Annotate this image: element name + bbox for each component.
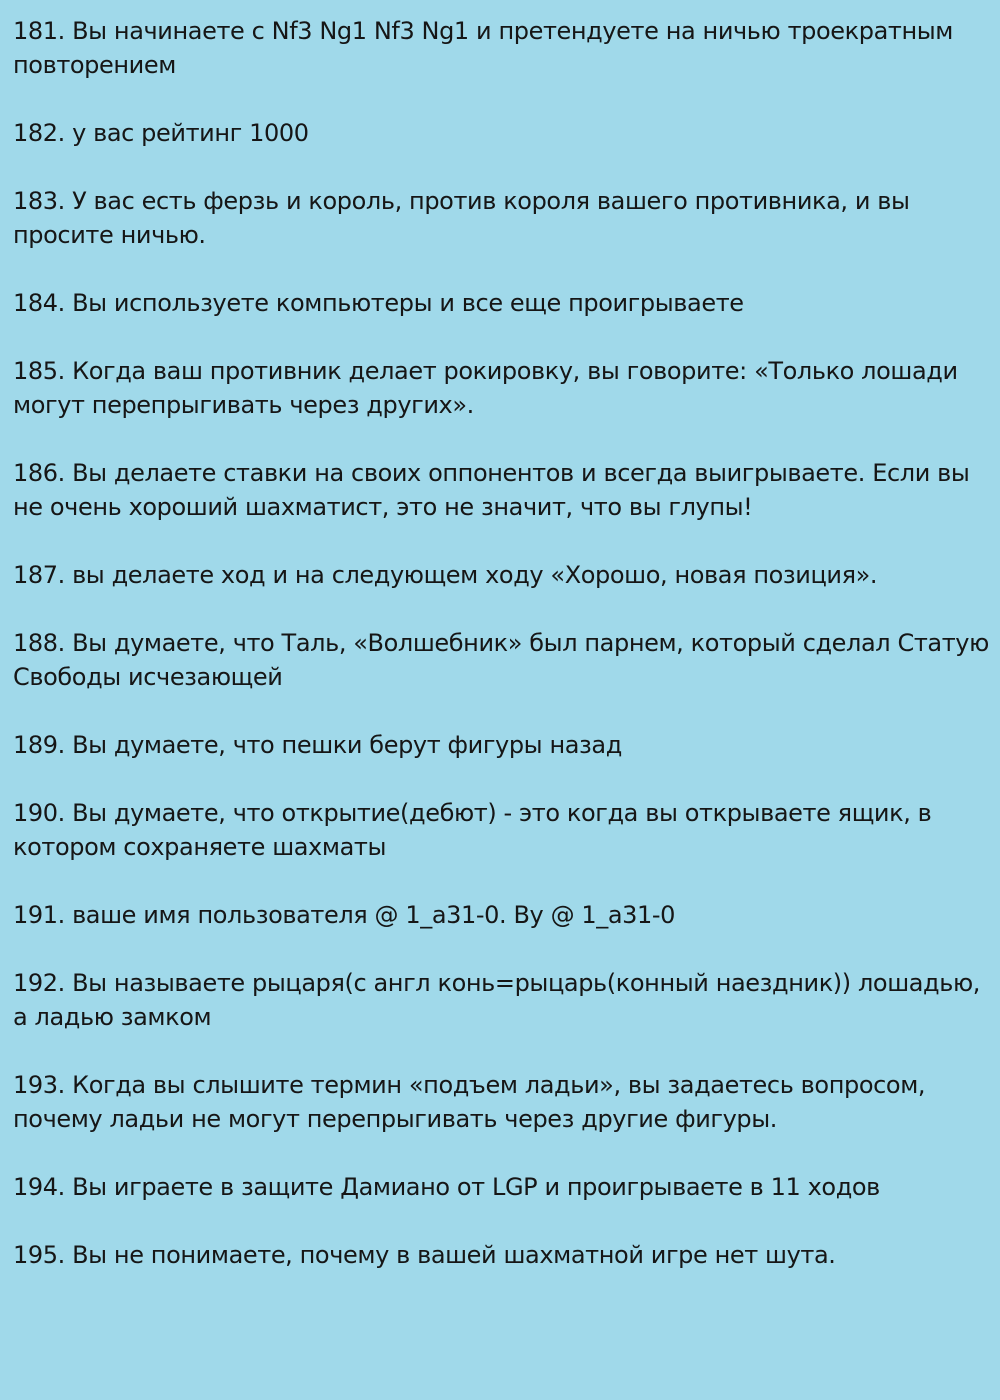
list-item-181: 181. Вы начинаете с Nf3 Ng1 Nf3 Ng1 и претендуете на ничью троекратным повторением — [13, 17, 954, 79]
list-item-193: 193. Когда вы слышите термин «подъем ладьи», вы задаетесь вопросом, почему ладьи не могут перепрыгивать через другие фигуры. — [13, 1071, 926, 1133]
list-item-186: 186. Вы делаете ставки на своих оппонентов и всегда выигрываете. Если вы не очень хороший шахматист, это не значит, что вы глупы! — [13, 459, 970, 521]
list-item-189: 189. Вы думаете, что пешки берут фигуры назад — [13, 731, 622, 759]
list-item-185: 185. Когда ваш противник делает рокировку, вы говорите: «Только лошади могут перепрыгивать через других». — [13, 357, 958, 419]
list-item-191: 191. ваше имя пользователя @ 1_a31-0. By @ 1_a31-0 — [13, 901, 676, 929]
list-item-184: 184. Вы используете компьютеры и все еще проигрываете — [13, 289, 744, 317]
list-item-194: 194. Вы играете в защите Дамиано от LGP и проигрываете в 11 ходов — [13, 1173, 880, 1201]
list-item-192: 192. Вы называете рыцаря(с англ конь=рыцарь(конный наездник)) лошадью, а ладью замком — [13, 969, 981, 1031]
list-item-182: 182. у вас рейтинг 1000 — [13, 119, 309, 147]
list-item-190: 190. Вы думаете, что открытие(дебют) - это когда вы открываете ящик, в котором сохраняете шахматы — [13, 799, 932, 861]
list-item-188: 188. Вы думаете, что Таль, «Волшебник» был парнем, который сделал Статую Свободы исчезающей — [13, 629, 989, 691]
list-item-195: 195. Вы не понимаете, почему в вашей шахматной игре нет шута. — [13, 1241, 836, 1269]
list-item-183: 183. У вас есть ферзь и король, против короля вашего противника, и вы просите ничью. — [13, 187, 910, 249]
list-item-187: 187. вы делаете ход и на следующем ходу «Хорошо, новая позиция». — [13, 561, 878, 589]
